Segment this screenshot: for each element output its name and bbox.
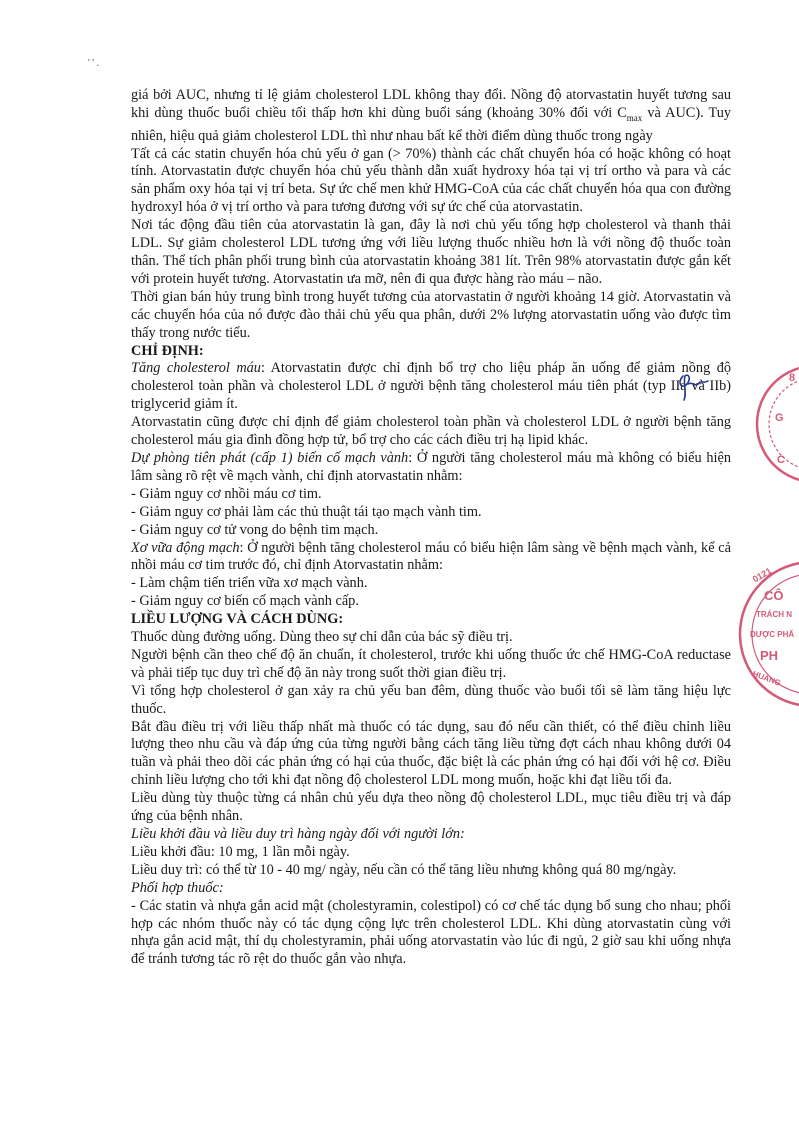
dosage-titration: Bắt đầu điều trị với liều thấp nhất mà thuốc có tác dụng, sau đó nếu cần thiết, có thể điều chỉnh liều lượng theo nhu cầu và đáp ứng của từng người bằng cách tăng liều từng đợt cách nhau không dưới 04 tuần và phải theo dõi các phản ứng có hại của thuốc, đặc biệt là các phản ứng có hại đối với hệ cơ. Điều chỉnh liều lượng cho tới khi đạt nồng độ cholesterol LDL mong muốn, hoặc khi đạt liều tối đa. bbox=[131, 718, 731, 789]
indication-hypercholesterolemia: Tăng cholesterol máu: Atorvastatin được chỉ định bổ trợ cho liệu pháp ăn uống để giảm nồng độ cholesterol toàn phần và cholesterol LDL ở người bệnh tăng cholesterol máu tiên phát (typ IIa và IIb) triglycerid giảm ít. bbox=[131, 360, 731, 413]
indication-primary-prevention: Dự phòng tiên phát (cấp 1) biến cố mạch vành: Ở người tăng cholesterol máu mà không có biểu hiện lâm sàng rõ rệt về mạch vành, chỉ định atorvastatin nhằm: bbox=[131, 449, 731, 484]
indication-atherosclerosis: Xơ vữa động mạch: Ở người bệnh tăng cholesterol máu có biểu hiện lâm sàng về bệnh mạch vành, kể cả nhồi máu cơ tim trước đó, chỉ định Atorvastatin nhằm: bbox=[131, 539, 731, 574]
dosage-maintenance: Liều duy trì: có thể từ 10 - 40 mg/ ngày, nếu cần có thể tăng liều nhưng không quá 80 mg/ngày. bbox=[131, 861, 677, 878]
dosage-adult-label: Liều khởi đầu và liều duy trì hàng ngày đối với người lớn: bbox=[131, 826, 465, 843]
signature bbox=[675, 368, 715, 402]
dosage-start: Liều khởi đầu: 10 mg, 1 lần mỗi ngày. bbox=[131, 843, 350, 860]
dosage-night: Vì tổng hợp cholesterol ở gan xảy ra chủ yếu ban đêm, dùng thuốc vào buổi tối sẽ làm tăng hiệu lực thuốc. bbox=[131, 682, 731, 717]
list-item: - Giảm nguy cơ biến cố mạch vành cấp. bbox=[131, 593, 359, 610]
stamp-text: PH bbox=[760, 648, 779, 663]
subscript-max: max bbox=[626, 112, 643, 123]
stamp-text: HUANG bbox=[751, 669, 782, 688]
scan-mark: ' ' . bbox=[88, 58, 100, 69]
stamp-bottom bbox=[730, 556, 799, 712]
paragraph-half-life: Thời gian bán hủy trung bình trong huyết tương của atorvastatin ở người khoảng 14 giờ. Atorvastatin và các chuyển hóa của nó được đào thải chủ yếu qua phân, dưới 2% lượng atorvastatin uống vào được tìm thấy trong nước tiểu. bbox=[131, 288, 731, 341]
stamp-text: CÔ bbox=[764, 588, 784, 603]
stamp-text: 8 bbox=[789, 372, 796, 384]
stamp-top bbox=[753, 358, 799, 490]
dosage-individual: Liều dùng tùy thuộc từng cá nhân chủ yếu dựa theo nồng độ cholesterol LDL, mục tiêu điều trị và đáp ứng của bệnh nhân. bbox=[131, 790, 731, 825]
paragraph-liver-action: Nơi tác động đầu tiên của atorvastatin là gan, đây là nơi chủ yếu tổng hợp cholesterol và thanh thải LDL. Sự giảm cholesterol LDL tương ứng với liều lượng thuốc nhiều hơn là với nồng độ thuốc toàn thân. Thể tích phân phối trung bình của atorvastatin khoảng 381 lít. Trên 98% atorvastatin được gắn kết với protein huyết tương. Atorvastatin ưa mỡ, nên đi qua được hàng rào máu – não. bbox=[131, 217, 731, 287]
stamp-text: TRÁCH N bbox=[756, 610, 792, 619]
paragraph-pharmacokinetics-1: giá bởi AUC, nhưng tỉ lệ giảm cholesterol LDL không thay đổi. Nồng độ atorvastatin huyết tương sau khi dùng thuốc buổi chiều tối thấp hơn khi dùng buổi sáng (khoảng 30% đối với $C_{max}$ và AUC). Tuy nhiên, hiệu quả giảm cholesterol LDL thì như nhau bất kể thời điểm dùng thuốc trong ngày bbox=[131, 87, 731, 144]
dosage-oral: Thuốc dùng đường uống. Dùng theo sự chỉ dẫn của bác sỹ điều trị. bbox=[131, 629, 513, 646]
document-body bbox=[131, 87, 731, 969]
stamp-text: C bbox=[777, 454, 785, 466]
paragraph-metabolism: Tất cả các statin chuyển hóa chủ yếu ở gan (> 70%) thành các chất chuyển hóa có hoặc không có hoạt tính. Atorvastatin được chuyển hóa chủ yếu thành dẫn xuất hydroxy hóa tại vị trí ortho và para và các sản phẩm oxy hóa tại vị trí beta. Sự ức chế men khử HMG-CoA của các chất chuyển hóa qua con đường hydroxyl hóa ở vị trí ortho và para tương đương với sự ức chế của atorvastatin. bbox=[131, 145, 731, 216]
dosage-diet: Người bệnh cần theo chế độ ăn chuẩn, ít cholesterol, trước khi uống thuốc ức chế HMG-CoA reductase và phải tiếp tục duy trì chế độ ăn này trong suốt thời gian điều trị. bbox=[131, 646, 731, 681]
list-item: - Giảm nguy cơ nhồi máu cơ tim. bbox=[131, 485, 322, 502]
combination-text: - Các statin và nhựa gắn acid mật (cholestyramin, colestipol) có cơ chế tác dụng bổ sung cho nhau; phối hợp các nhóm thuốc này có tác dụng cộng lực trên cholesterol LDL. Khi dùng atorvastatin cùng với nhựa gắn acid mật, thí dụ cholestyramin, phải uống atorvastatin vào lúc đi ngủ, 2 giờ sau khi uống nhựa để tránh tương tác rõ rệt do thuốc gắn vào nhựa. bbox=[131, 897, 731, 968]
list-item: - Giảm nguy cơ phải làm các thủ thuật tái tạo mạch vành tim. bbox=[131, 503, 482, 520]
stamp-text: DƯỢC PHẨ bbox=[750, 630, 795, 639]
list-item: - Giảm nguy cơ tử vong do bệnh tim mạch. bbox=[131, 521, 379, 538]
dosage-heading: LIỀU LƯỢNG VÀ CÁCH DÙNG: bbox=[131, 611, 344, 628]
indication-familial: Atorvastatin cũng được chỉ định để giảm cholesterol toàn phần và cholesterol LDL ở người bệnh tăng cholesterol máu gia đình đồng hợp tử, bổ trợ cho các cách điều trị hạ lipid khác. bbox=[131, 414, 731, 449]
indications-heading: CHỈ ĐỊNH: bbox=[131, 342, 204, 359]
stamp-text: 0121 bbox=[750, 565, 774, 585]
stamp-text: G bbox=[775, 412, 784, 424]
list-item: - Làm chậm tiến triển vữa xơ mạch vành. bbox=[131, 575, 368, 592]
combination-label: Phối hợp thuốc: bbox=[131, 879, 224, 896]
